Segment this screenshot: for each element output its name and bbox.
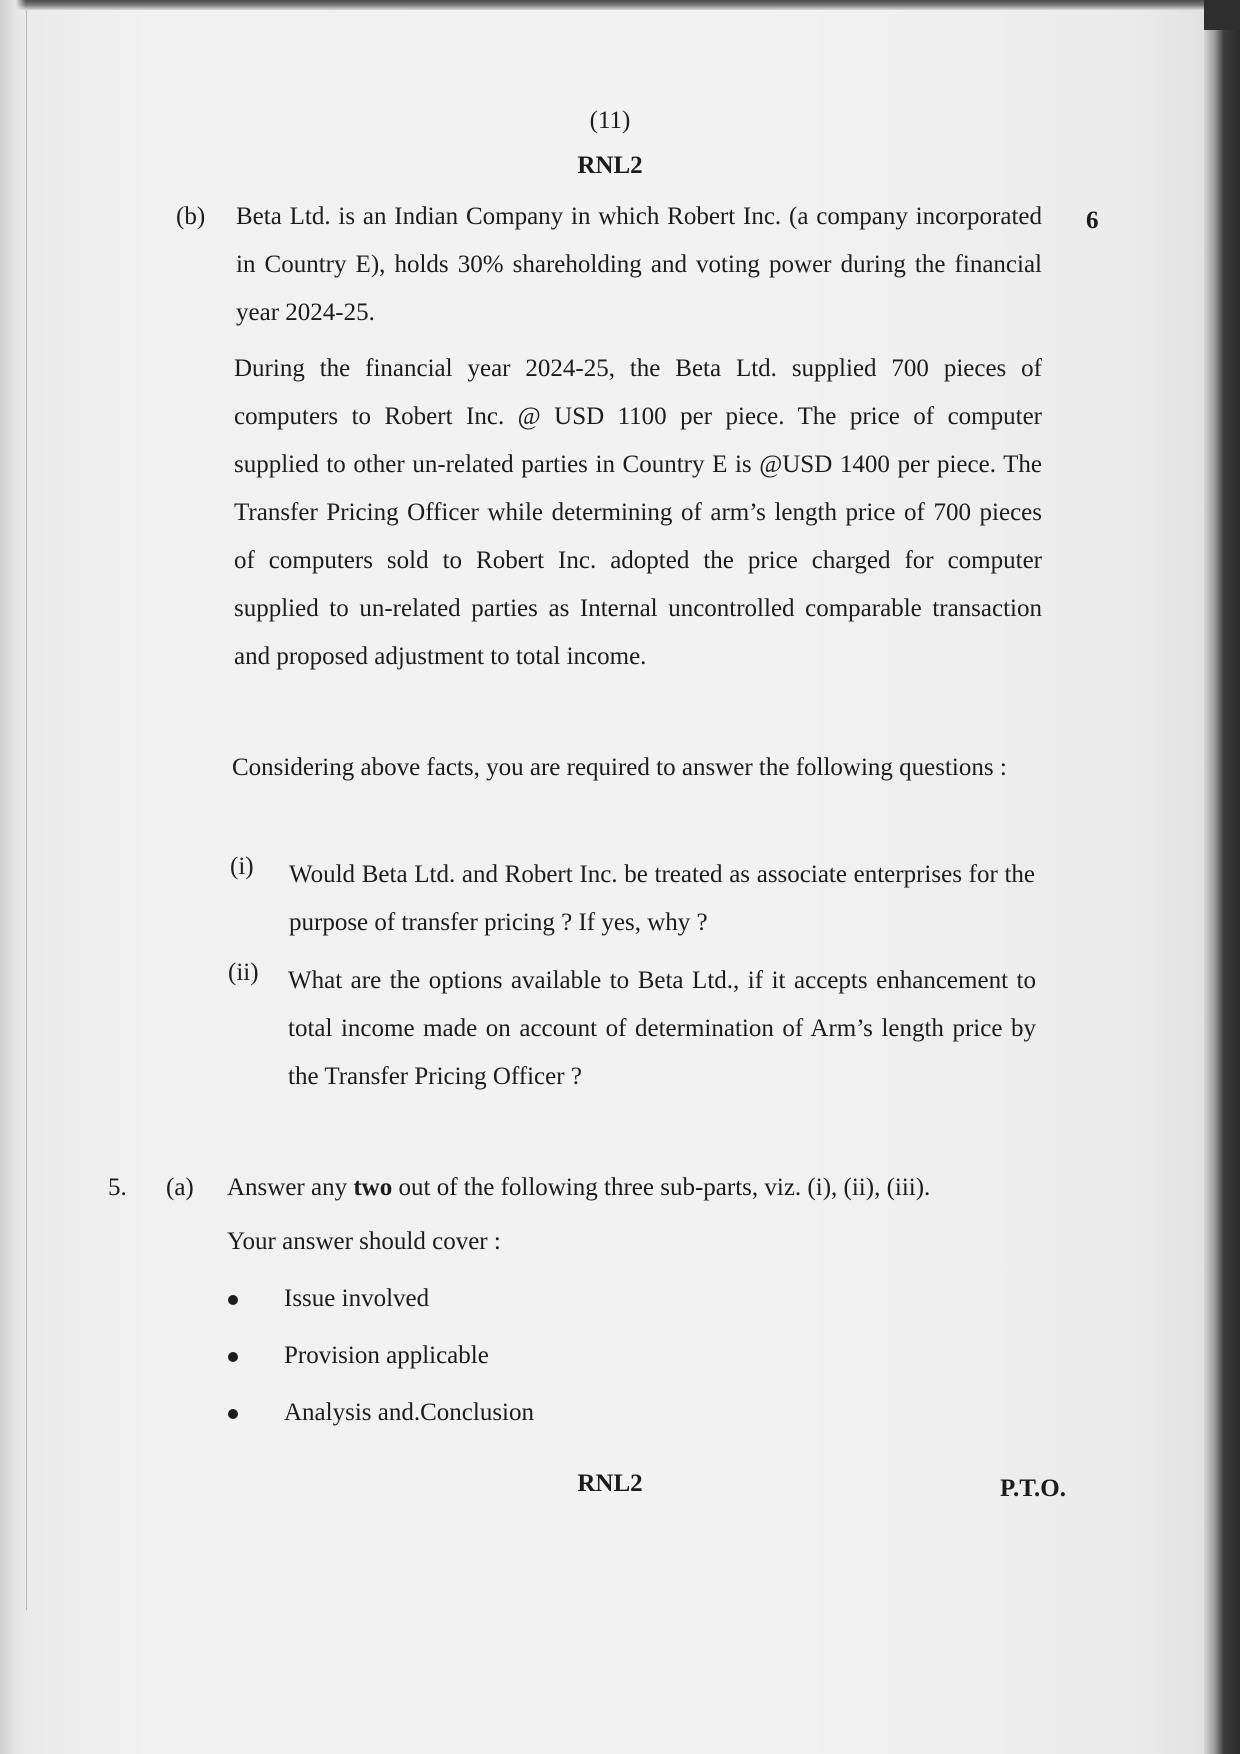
paper-code-footer: RNL2: [577, 1470, 643, 1497]
question-4b-paragraph-3: Considering above facts, you are required to answer the following questions :: [232, 754, 1007, 781]
paper-code-header: RNL2: [577, 152, 643, 179]
bullet-dot: [228, 1409, 238, 1419]
page-top-shadow: [0, 0, 1240, 10]
sub-question-i-label: (i): [230, 853, 254, 880]
bullet-provision-applicable: Provision applicable: [284, 1342, 489, 1369]
bullet-issue-involved: Issue involved: [284, 1285, 430, 1312]
page-right-shadow: [1204, 0, 1240, 1754]
sub-question-ii-label: (ii): [228, 959, 259, 986]
question-4b-label: (b): [176, 203, 206, 230]
page-left-fold: [26, 10, 27, 1610]
bullet-analysis-conclusion: Analysis and.Conclusion: [284, 1399, 534, 1426]
question-4b-paragraph-2: During the financial year 2024-25, the Beta Ltd. supplied 700 pieces of computers to Robert Inc. @ USD 1100 per piece. The price of computer supplied to other un-related parties in Country E is @USD 1400 per piece. The Transfer Pricing Officer while determining of arm’s length price of 700 pieces of computers sold to Robert Inc. adopted the price charged for computer supplied to un-related parties as Internal uncontrolled comparable transaction and proposed adjustment to total income.: [234, 355, 1042, 670]
bullet-dot: [228, 1352, 238, 1362]
page-right-corner: [1204, 0, 1240, 30]
page-left-shadow: [0, 0, 26, 1754]
instruction-text-after: out of the following three sub-parts, viz. (i), (ii), (iii).: [392, 1174, 931, 1201]
instruction-text-before: Answer any: [227, 1174, 354, 1201]
question-4b-paragraph-1: Beta Ltd. is an Indian Company in which Robert Inc. (a company incorporated in Country E), holds 30% shareholding and voting power during the financial year 2024-25.: [236, 203, 1042, 326]
question-5-number: 5.: [108, 1174, 127, 1201]
question-5a-instruction: [227, 1171, 930, 1205]
page-number: (11): [589, 107, 631, 134]
instruction-emphasis: two: [353, 1174, 393, 1201]
sub-question-i-text: Would Beta Ltd. and Robert Inc. be treated as associate enterprises for the purpose of transfer pricing ? If yes, why ?: [289, 861, 1035, 936]
question-5a-label: (a): [166, 1174, 194, 1201]
answer-cover-text: Your answer should cover :: [227, 1228, 501, 1255]
sub-question-ii-text: What are the options available to Beta Ltd., if it accepts enhancement to total income made on account of determination of Arm’s length price by the Transfer Pricing Officer ?: [288, 967, 1036, 1090]
bullet-dot: [228, 1295, 238, 1305]
please-turn-over: P.T.O.: [1000, 1475, 1066, 1502]
question-4b-marks: 6: [1086, 207, 1099, 234]
